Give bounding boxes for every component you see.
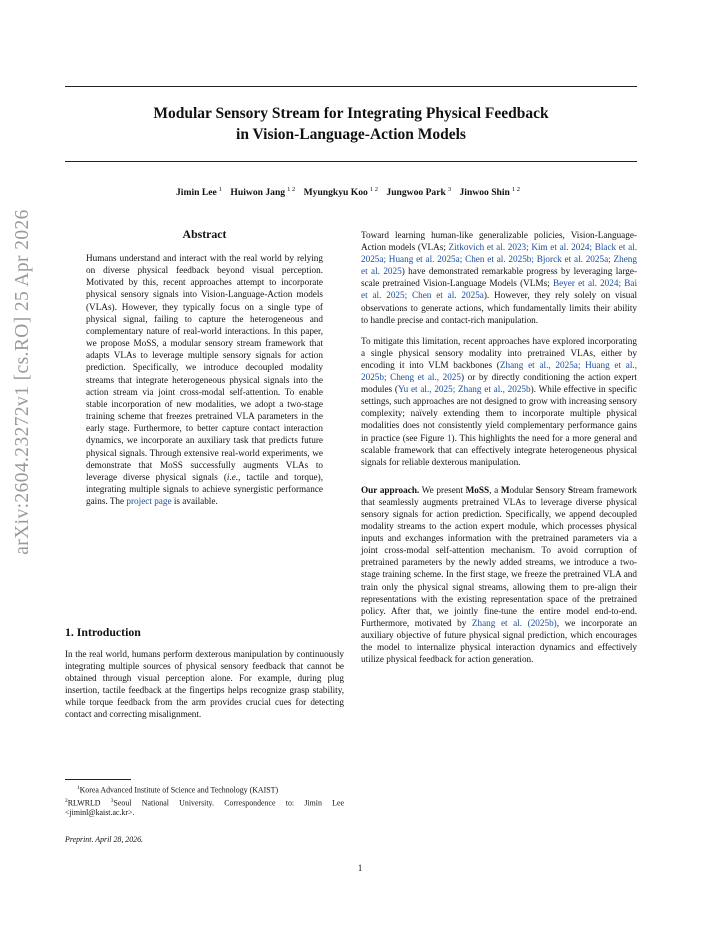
author-affiliation: 1 2 — [369, 186, 378, 193]
right-paragraph-2 — [361, 335, 637, 468]
author-name: Huiwon Jang — [230, 187, 286, 199]
acronym-letter: M — [500, 484, 510, 495]
citation-link[interactable]: Zhang et al. (2025b) — [471, 617, 557, 628]
our-approach-heading: Our approach. — [361, 484, 420, 495]
author-name: Jinwoo Shin — [459, 187, 510, 199]
author-affiliation: 3 — [447, 186, 452, 193]
bottom-rule — [65, 161, 637, 162]
author-affiliation: 1 2 — [511, 186, 520, 193]
footnote: $^1$Korea Advanced Institute of Science and Technology (KAIST) $^2$RLWRLD $^3$Seoul National University. Correspondence to: Jimin Lee <jiminl@kaist.ac.kr>. — [65, 785, 344, 818]
acronym-letter: S — [535, 484, 541, 495]
author-name: Myungkyu Koo — [303, 187, 368, 199]
author-name: Jimin Lee — [175, 187, 217, 199]
text: ). However, they rely solely on visual observations to generate actions, which fundamentally limits their ability to handle precise and contact-rich manipulation. — [361, 290, 637, 325]
title-line-2: in Vision-Language-Action Models — [236, 126, 466, 143]
right-paragraph-1 — [361, 229, 637, 326]
page-number: 1 — [357, 863, 363, 873]
text: ) or by directly conditioning the action expert modules ( — [361, 372, 637, 395]
author-name: Jungwoo Park — [386, 187, 446, 199]
top-rule — [65, 86, 637, 87]
abstract-end: is available. — [171, 496, 218, 507]
citation-link[interactable]: Zhang et al., 2025a; Huang et al., 2025b; Cheng et al., 2025 — [361, 359, 637, 383]
text: We present — [419, 484, 466, 495]
text: ensory — [540, 484, 568, 495]
citation-link[interactable]: Yu et al., 2025; Zhang et al., 2025b — [397, 384, 531, 395]
author-affiliation: 1 — [218, 186, 223, 193]
moss-name: MoSS — [465, 484, 490, 495]
arxiv-stamp: arXiv:2604.23272v1 [cs.RO] 25 Apr 2026 — [12, 209, 33, 555]
text: , we incorporate an auxiliary objective of future physical signal prediction, which encourages the model to internalize physical interaction dynamics and effectively utilize physical feedback for action generation. — [361, 617, 637, 665]
author-list — [65, 186, 637, 198]
text: framework that seamlessly augments pretrained VLAs to leverage diverse physical sensory signals for action prediction. Specifically, we append decoupled modality streams to the action expert module, which processes physical inputs and exchanges information with the pretrained parameters via a joint cross-modal self-attention mechanism. To avoid corruption of pretrained parameters by the newly added streams, we introduce a two-stage training scheme. In the first stage, we freeze the pretrained VLA and train only the physical signal streams, allowing them to pre-align their representations with the existing representation space of the pretrained policy. After that, we jointly fine-tune the entire model end-to-end. Furthermore, motivated by — [361, 484, 637, 628]
left-column — [65, 227, 344, 507]
preprint-date: Preprint. April 28, 2026. — [65, 835, 144, 844]
footnote-affiliation-3: Seoul National University. Correspondence to: Jimin Lee <jiminl@kaist.ac.kr>. — [65, 798, 344, 818]
text: odular — [509, 484, 536, 495]
footnote-rule — [65, 779, 131, 780]
abstract-ie: i.e. — [226, 471, 239, 482]
text: ). This highlights the need for a more general and scalable framework that can effectively integrate heterogeneous physical signals for reliable dexterous manipulation. — [361, 432, 638, 467]
abstract-text — [86, 252, 323, 507]
introduction-paragraph: In the real world, humans perform dexterous manipulation by continuously integrating multiple sources of physical sensory feedback that cannot be obtained through visual perception alone. For example, during plug insertion, tactile feedback at the fingertips helps recognize grasp stability, while torque feedback from the arm provides crucial cues for detecting contact and correcting misalignment. — [65, 649, 344, 720]
right-column — [361, 229, 637, 674]
text: To mitigate this limitation, recent approaches have explored incorporating a single physical sensory modality into pretrained VLAs, either by encoding it into VLM backbones ( — [361, 335, 637, 370]
acronym-letter: S — [567, 484, 574, 495]
text: ). While effective in specific settings, such approaches are not designed to grow with increasing sensory complexity; naïvely extending them to incorporate multiple physical modalities does not consistently yield complementary performance gains in practice (see Figure — [361, 384, 637, 443]
title-line-1: Modular Sensory Stream for Integrating Physical Feedback — [153, 105, 549, 122]
figure-link[interactable]: 1 — [446, 432, 452, 443]
paper-title — [65, 103, 637, 145]
footnote-affiliation-2: RLWRLD — [67, 798, 111, 808]
text: ) have demonstrated remarkable progress by leveraging large-scale pretrained Vision-Language Models (VLMs; — [361, 266, 637, 289]
author-affiliation: 1 2 — [287, 186, 296, 193]
text: tream — [573, 484, 594, 495]
abstract-heading: Abstract — [182, 227, 227, 241]
section-heading-introduction: 1. Introduction — [65, 625, 141, 639]
project-page-link[interactable]: project page — [126, 496, 172, 507]
our-approach-paragraph — [361, 484, 637, 665]
footnote-affiliation-1: Korea Advanced Institute of Science and Technology (KAIST) — [79, 785, 279, 795]
abstract-body-tail: , tactile and torque), integrating multiple signals to achieve synergistic performance gains. The — [86, 471, 323, 507]
citation-link[interactable]: Zitkovich et al. 2023; Kim et al. 2024; Black et al. 2025a; Huang et al. 2025a; Chen et al. 2025b; Bjorck et al. 2025a; Zheng et al. 2025 — [361, 242, 637, 277]
text: , a — [489, 484, 501, 495]
text: Toward learning human-like generalizable policies, Vision-Language-Action models (VLAs; — [361, 230, 637, 253]
citation-link[interactable]: Beyer et al. 2024; Bai et al. 2025; Chen et al. 2025a — [361, 278, 637, 301]
abstract-body: Humans understand and interact with the real world by relying on diverse physical feedback beyond visual perception. Motivated by this, recent approaches attempt to incorporate physical sensory signals into Vision-Language-Action models (VLAs). However, they typically focus on a single type of physical signal, failing to capture the heterogeneous and complementary nature of real-world interactions. In this paper, we propose MoSS, a modular sensory stream framework that adapts VLAs to leverage multiple sensory signals for action prediction. Specifically, we introduce decoupled modality streams that integrate heterogeneous physical signals into the action stream via joint cross-modal self-attention. To enable stable incorporation of new modalities, we adopt a two-stage training scheme that freezes pretrained VLA parameters in the early stage. Furthermore, to better capture contact interaction dynamics, we incorporate an auxiliary task that predicts future physical signals. Through extensive real-world experiments, we demonstrate that MoSS successfully augments VLAs to leverage diverse physical signals ( — [86, 253, 323, 482]
